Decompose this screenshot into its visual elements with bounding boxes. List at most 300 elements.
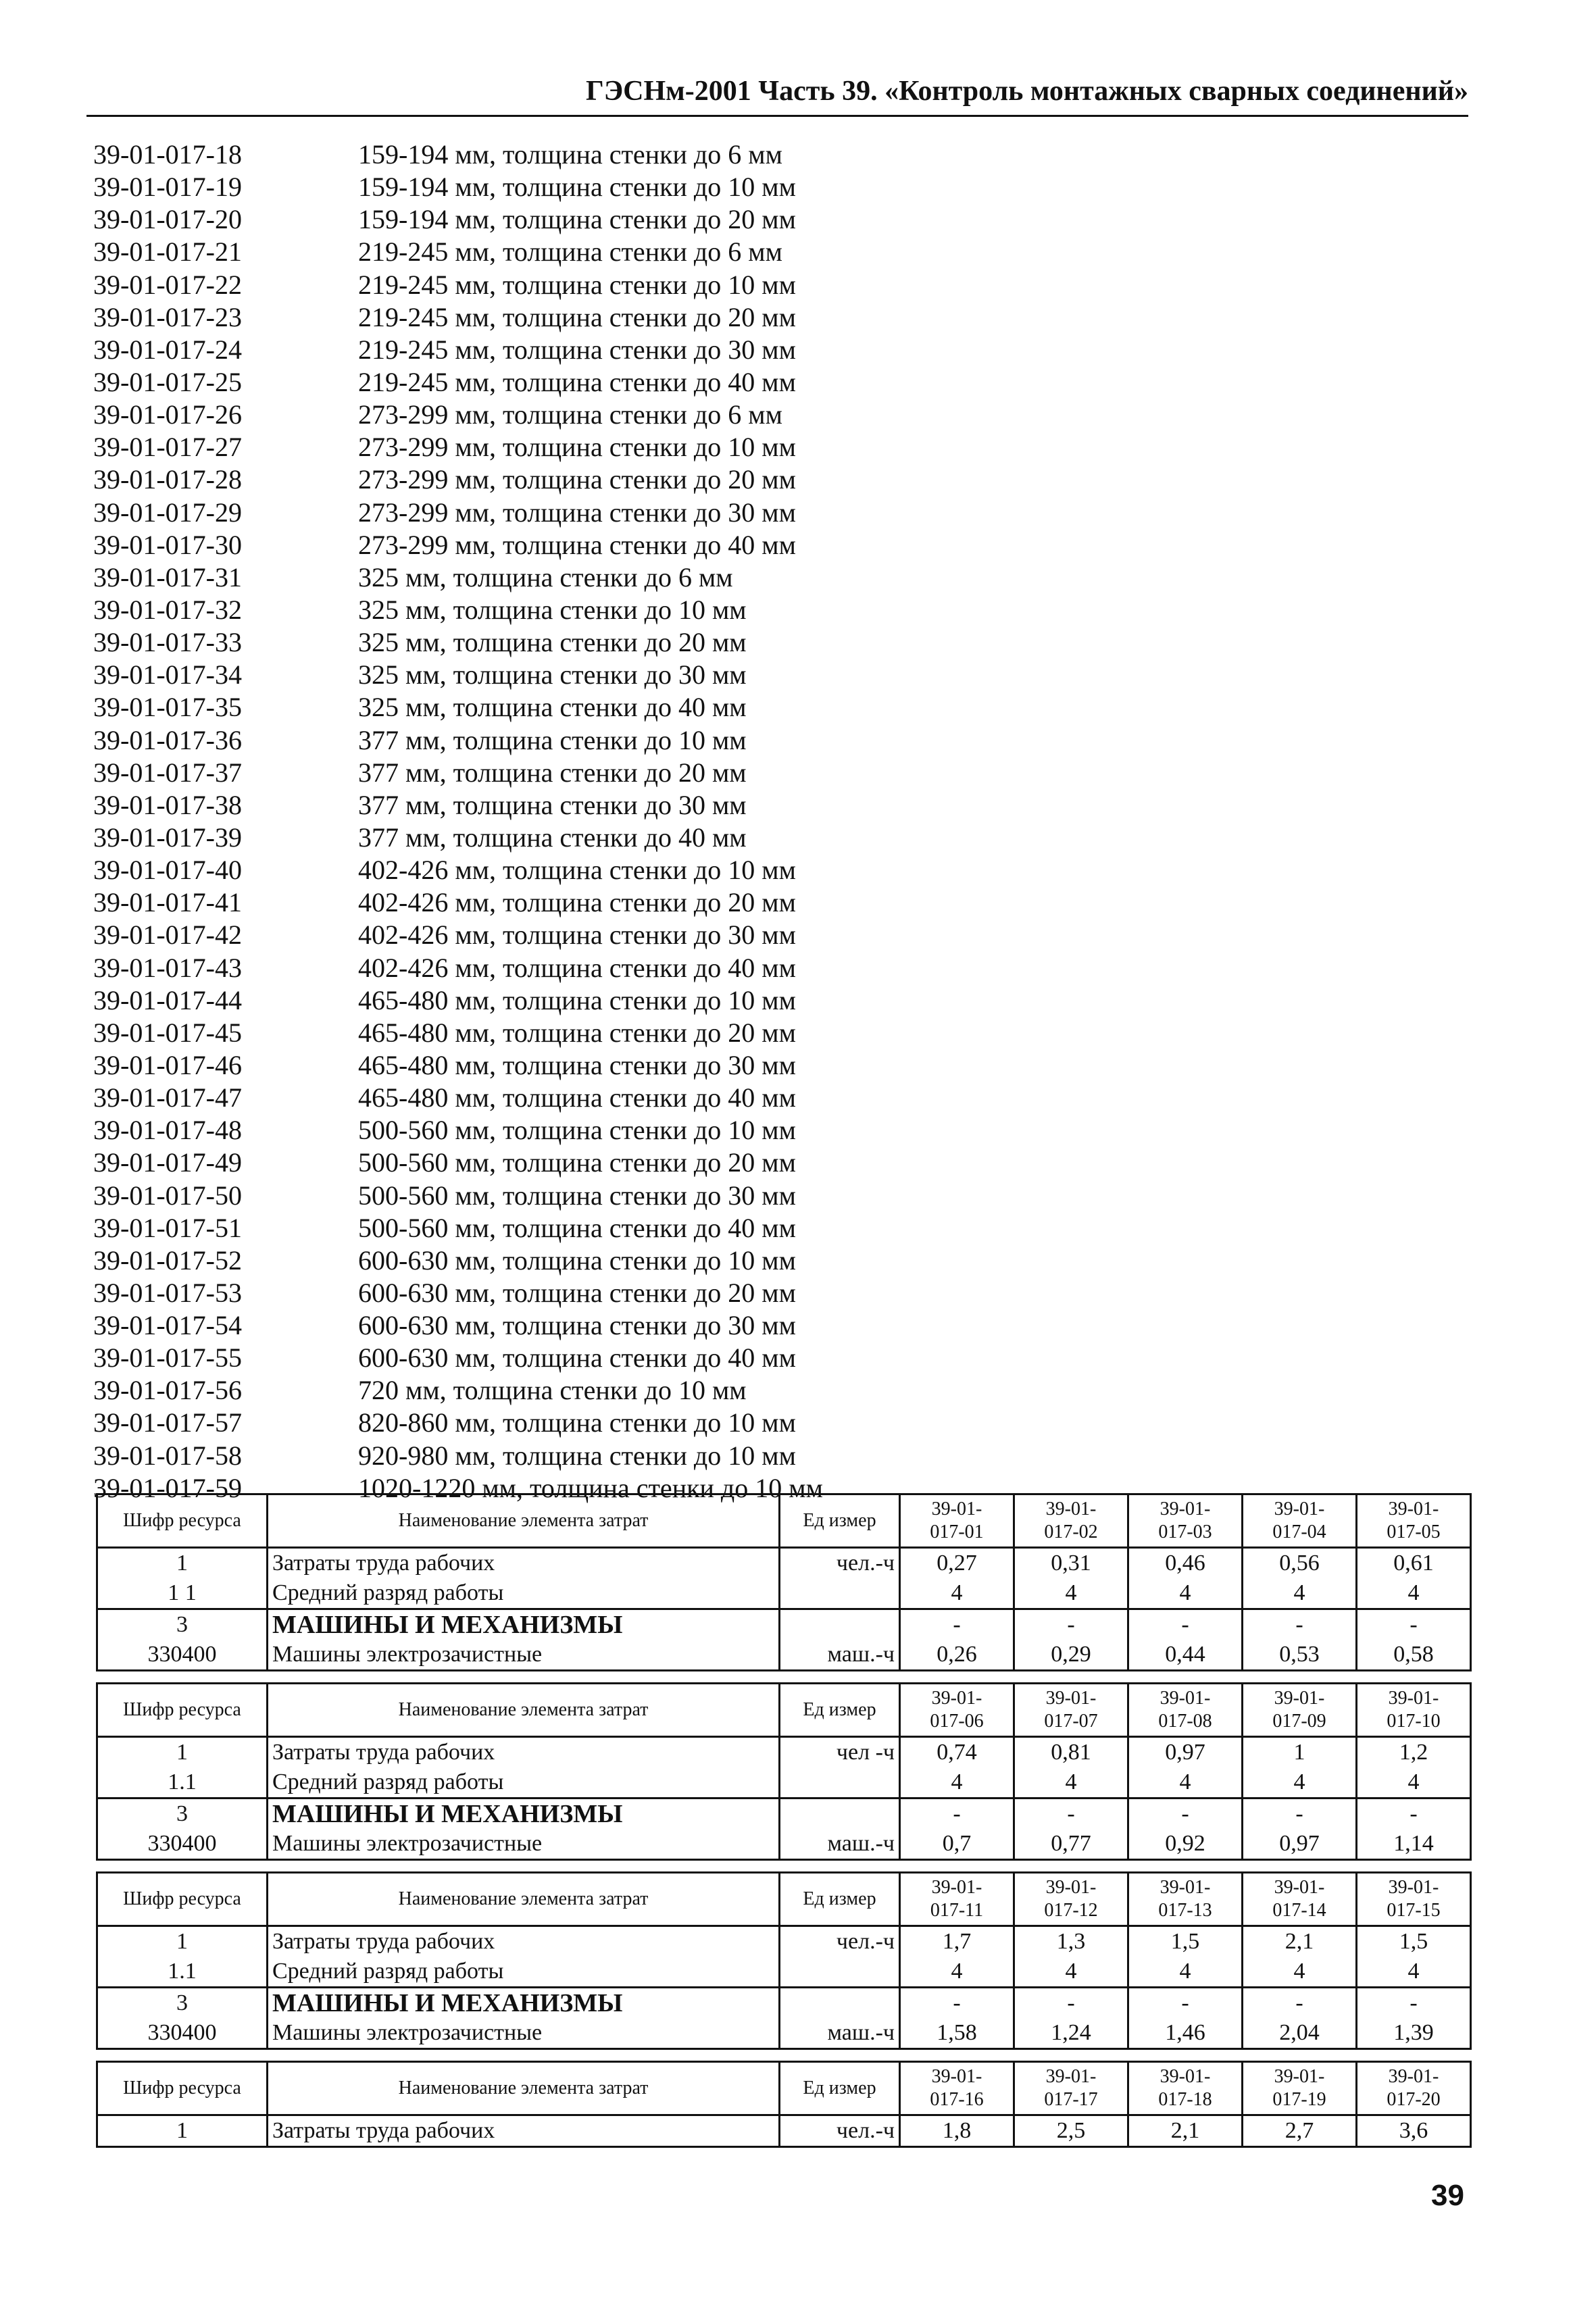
norm-code-part: 39-01- xyxy=(1388,1688,1439,1709)
unit: маш.-ч xyxy=(827,2020,895,2045)
norm-code-part: 017-02 xyxy=(1044,1521,1098,1542)
item-code: 39-01-017-58 xyxy=(93,1440,242,1471)
norm-code-part: 39-01- xyxy=(1388,1499,1439,1519)
resource-code: 3 xyxy=(176,1801,188,1826)
list-item xyxy=(93,724,1445,757)
header-norm-code xyxy=(1357,2062,1471,2115)
norm-code-part: 017-16 xyxy=(930,2089,984,2110)
item-description: 325 мм, толщина стенки до 20 мм xyxy=(358,627,747,658)
value-cell xyxy=(1128,2115,1243,2147)
value: 1,3 xyxy=(1056,1929,1086,1954)
item-description: 219-245 мм, толщина стенки до 6 мм xyxy=(358,236,782,268)
resource-code: 1 xyxy=(176,1929,188,1954)
value-cell xyxy=(1357,1609,1471,1671)
item-code: 39-01-017-57 xyxy=(93,1407,242,1438)
value: 0,92 xyxy=(1165,1831,1205,1856)
norm-code-part: 017-18 xyxy=(1158,2089,1212,2110)
item-description: 273-299 мм, толщина стенки до 30 мм xyxy=(358,497,796,528)
item-code: 39-01-017-54 xyxy=(93,1310,242,1341)
norm-code-part: 017-08 xyxy=(1158,1711,1212,1732)
norm-code-part: 017-12 xyxy=(1044,1900,1098,1921)
item-code: 39-01-017-18 xyxy=(93,139,242,170)
value: 0,81 xyxy=(1051,1740,1091,1765)
value: 0,56 xyxy=(1279,1551,1320,1576)
value: 1,5 xyxy=(1399,1929,1428,1954)
resource-code-cell xyxy=(97,1926,268,1988)
table-header-row xyxy=(97,1494,1471,1548)
value-cell xyxy=(1014,1737,1128,1799)
norm-code-part: 017-14 xyxy=(1272,1900,1326,1921)
item-code: 39-01-017-56 xyxy=(93,1375,242,1406)
value: 0,53 xyxy=(1279,1642,1320,1667)
header-unit: Ед измер xyxy=(780,1494,900,1548)
item-description: 600-630 мм, толщина стенки до 30 мм xyxy=(358,1310,796,1341)
header-norm-code xyxy=(1243,1873,1357,1926)
value: 0,77 xyxy=(1051,1831,1091,1856)
header-resource-code: Шифр ресурса xyxy=(97,2062,268,2115)
list-item xyxy=(93,1082,1445,1114)
norm-code-part: 39-01- xyxy=(1388,1877,1439,1898)
value-cell xyxy=(1357,1988,1471,2049)
element-name: Средний разряд работы xyxy=(272,1769,504,1794)
value-cell xyxy=(1128,1926,1243,1988)
value: - xyxy=(1067,1612,1075,1637)
list-item xyxy=(93,594,1445,626)
unit-cell xyxy=(780,1988,900,2049)
norm-code-part: 39-01- xyxy=(1159,1688,1211,1709)
item-description: 273-299 мм, толщина стенки до 40 мм xyxy=(358,529,796,560)
item-description: 325 мм, толщина стенки до 30 мм xyxy=(358,659,747,690)
header-element-name: Наименование элемента затрат xyxy=(268,1873,780,1926)
value-cell xyxy=(1243,2115,1357,2147)
item-description: 1020-1220 мм, толщина стенки до 10 мм xyxy=(358,1472,823,1503)
header-element-name: Наименование элемента затрат xyxy=(268,1684,780,1737)
table-row xyxy=(97,2115,1471,2147)
unit-cell xyxy=(780,1609,900,1671)
item-description: 159-194 мм, толщина стенки до 10 мм xyxy=(358,172,796,203)
list-item xyxy=(93,463,1445,496)
header-norm-code xyxy=(900,1684,1014,1737)
item-description: 273-299 мм, толщина стенки до 10 мм xyxy=(358,432,796,463)
norm-code-part: 017-04 xyxy=(1272,1521,1326,1542)
value-cell xyxy=(1243,1737,1357,1799)
list-item xyxy=(93,1309,1445,1342)
norm-code-part: 017-10 xyxy=(1387,1711,1441,1732)
page-number: 39 xyxy=(1431,2179,1464,2212)
element-name-cell xyxy=(268,1926,780,1988)
item-code: 39-01-017-28 xyxy=(93,464,242,495)
list-item xyxy=(93,1374,1445,1407)
norm-code-part: 017-17 xyxy=(1044,2089,1098,2110)
item-code: 39-01-017-37 xyxy=(93,757,242,788)
norm-code-part: 39-01- xyxy=(1045,1877,1097,1898)
element-name-cell xyxy=(268,1609,780,1671)
norm-code-part: 39-01- xyxy=(1274,1499,1325,1519)
item-code: 39-01-017-53 xyxy=(93,1277,242,1308)
item-code: 39-01-017-44 xyxy=(93,984,242,1015)
value-cell xyxy=(1357,1737,1471,1799)
unit xyxy=(784,1799,895,1829)
item-description: 600-630 мм, толщина стенки до 20 мм xyxy=(358,1277,796,1308)
value: 4 xyxy=(1065,1769,1077,1794)
item-code: 39-01-017-21 xyxy=(93,236,242,268)
value: - xyxy=(953,1612,961,1637)
value: - xyxy=(1295,1801,1303,1826)
norm-code-part: 017-13 xyxy=(1158,1900,1212,1921)
item-code: 39-01-017-43 xyxy=(93,952,242,983)
value: - xyxy=(1295,1990,1303,2015)
list-item xyxy=(93,691,1445,724)
element-name: Машины электрозачистные xyxy=(272,1642,543,1667)
norm-code-part: 39-01- xyxy=(931,1877,982,1898)
value-cell xyxy=(900,1988,1014,2049)
item-description: 402-426 мм, толщина стенки до 40 мм xyxy=(358,952,796,983)
list-item xyxy=(93,822,1445,854)
list-item xyxy=(93,203,1445,236)
element-name-cell xyxy=(268,1988,780,2049)
item-code: 39-01-017-41 xyxy=(93,887,242,918)
list-item xyxy=(93,1114,1445,1147)
item-description: 377 мм, толщина стенки до 40 мм xyxy=(358,822,747,853)
list-item xyxy=(93,854,1445,886)
resource-code-cell xyxy=(97,2115,268,2147)
item-code: 39-01-017-29 xyxy=(93,497,242,528)
item-code: 39-01-017-25 xyxy=(93,366,242,397)
table-row xyxy=(97,1737,1471,1799)
item-description: 377 мм, толщина стенки до 10 мм xyxy=(358,724,747,755)
item-description: 465-480 мм, толщина стенки до 10 мм xyxy=(358,984,796,1015)
value: 1,7 xyxy=(942,1929,972,1954)
unit: чел.-ч xyxy=(836,1929,895,1954)
element-name: Средний разряд работы xyxy=(272,1959,504,1984)
resource-code: 1 xyxy=(176,1740,188,1765)
item-description: 920-980 мм, толщина стенки до 10 мм xyxy=(358,1440,796,1471)
value: 1,2 xyxy=(1399,1740,1428,1765)
item-code: 39-01-017-45 xyxy=(93,1017,242,1048)
item-code: 39-01-017-24 xyxy=(93,334,242,365)
item-list xyxy=(93,139,1445,1505)
item-code: 39-01-017-39 xyxy=(93,822,242,853)
norm-code-part: 017-05 xyxy=(1387,1521,1441,1542)
value: - xyxy=(1410,1801,1418,1826)
unit-cell xyxy=(780,1926,900,1988)
item-description: 325 мм, толщина стенки до 40 мм xyxy=(358,692,747,723)
unit: маш.-ч xyxy=(827,1642,895,1667)
item-description: 159-194 мм, толщина стенки до 6 мм xyxy=(358,139,782,170)
value: 1,8 xyxy=(942,2118,972,2143)
resource-code: 1 xyxy=(176,1551,188,1576)
resource-code-cell xyxy=(97,1988,268,2049)
header-norm-code xyxy=(1357,1494,1471,1548)
list-item xyxy=(93,236,1445,268)
norm-code-part: 017-07 xyxy=(1044,1711,1098,1732)
item-description: 465-480 мм, толщина стенки до 40 мм xyxy=(358,1082,796,1113)
value: 2,1 xyxy=(1170,2118,1200,2143)
header-element-name: Наименование элемента затрат xyxy=(268,1494,780,1548)
list-item xyxy=(93,984,1445,1017)
item-code: 39-01-017-33 xyxy=(93,627,242,658)
resource-table xyxy=(96,1682,1472,1861)
norm-code-part: 39-01- xyxy=(1045,1499,1097,1519)
item-code: 39-01-017-26 xyxy=(93,399,242,430)
value-cell xyxy=(1357,1548,1471,1609)
item-code: 39-01-017-59 xyxy=(93,1472,242,1503)
item-description: 820-860 мм, толщина стенки до 10 мм xyxy=(358,1407,796,1438)
value: 4 xyxy=(1293,1769,1305,1794)
list-item xyxy=(93,1212,1445,1244)
norm-code-part: 39-01- xyxy=(1274,1877,1325,1898)
item-code: 39-01-017-35 xyxy=(93,692,242,723)
item-code: 39-01-017-42 xyxy=(93,920,242,951)
value: 3,6 xyxy=(1399,2118,1428,2143)
item-code: 39-01-017-51 xyxy=(93,1212,242,1243)
value-cell xyxy=(1014,1988,1128,2049)
value-cell xyxy=(900,1799,1014,1860)
value: 1,58 xyxy=(937,2020,977,2045)
norm-code-part: 39-01- xyxy=(1274,1688,1325,1709)
value-cell xyxy=(1128,1737,1243,1799)
value: - xyxy=(1410,1612,1418,1637)
value-cell xyxy=(1243,1988,1357,2049)
value-cell xyxy=(1128,1609,1243,1671)
value-cell xyxy=(900,1737,1014,1799)
norm-code-part: 39-01- xyxy=(931,1499,982,1519)
value: 0,97 xyxy=(1165,1740,1205,1765)
item-description: 600-630 мм, толщина стенки до 40 мм xyxy=(358,1342,796,1374)
resource-table xyxy=(96,1493,1472,1671)
item-description: 325 мм, толщина стенки до 6 мм xyxy=(358,561,733,593)
item-code: 39-01-017-32 xyxy=(93,594,242,625)
list-item xyxy=(93,301,1445,334)
list-item xyxy=(93,366,1445,399)
page-header: ГЭСНм-2001 Часть 39. «Контроль монтажных сварных соединений» xyxy=(585,76,1468,107)
unit: чел.-ч xyxy=(836,1551,895,1576)
item-code: 39-01-017-36 xyxy=(93,724,242,755)
item-description: 600-630 мм, толщина стенки до 10 мм xyxy=(358,1244,796,1276)
norm-code-part: 017-15 xyxy=(1387,1900,1441,1921)
value: 2,04 xyxy=(1279,2020,1320,2045)
value: - xyxy=(953,1990,961,2015)
element-name-cell xyxy=(268,1548,780,1609)
item-description: 500-560 мм, толщина стенки до 30 мм xyxy=(358,1180,796,1211)
resource-code: 1 xyxy=(176,2118,188,2143)
table-row xyxy=(97,1548,1471,1609)
item-description: 465-480 мм, толщина стенки до 30 мм xyxy=(358,1049,796,1080)
value: 0,46 xyxy=(1165,1551,1205,1576)
value: 4 xyxy=(1065,1959,1077,1984)
unit: чел -ч xyxy=(836,1740,895,1765)
value-cell xyxy=(900,2115,1014,2147)
item-description: 159-194 мм, толщина стенки до 20 мм xyxy=(358,204,796,235)
list-item xyxy=(93,919,1445,951)
list-item xyxy=(93,1440,1445,1472)
element-name: Средний разряд работы xyxy=(272,1580,504,1605)
item-code: 39-01-017-38 xyxy=(93,789,242,820)
item-code: 39-01-017-34 xyxy=(93,659,242,690)
value-cell xyxy=(1357,1799,1471,1860)
table-row xyxy=(97,1609,1471,1671)
value-cell xyxy=(1014,1548,1128,1609)
norm-code-part: 017-03 xyxy=(1158,1521,1212,1542)
element-name-cell xyxy=(268,1799,780,1860)
norm-code-part: 39-01- xyxy=(1388,2066,1439,2087)
header-norm-code xyxy=(1014,1494,1128,1548)
value: 4 xyxy=(1407,1580,1420,1605)
table-header-row xyxy=(97,1684,1471,1737)
header-norm-code xyxy=(1357,1684,1471,1737)
header-resource-code: Шифр ресурса xyxy=(97,1684,268,1737)
element-name: Затраты труда рабочих xyxy=(272,1551,495,1576)
item-description: 402-426 мм, толщина стенки до 10 мм xyxy=(358,855,796,886)
list-item xyxy=(93,626,1445,659)
value: 1,14 xyxy=(1393,1831,1434,1856)
item-description: 273-299 мм, толщина стенки до 6 мм xyxy=(358,399,782,430)
list-item xyxy=(93,171,1445,203)
item-description: 500-560 мм, толщина стенки до 20 мм xyxy=(358,1147,796,1178)
item-code: 39-01-017-55 xyxy=(93,1342,242,1374)
value: 2,7 xyxy=(1285,2118,1314,2143)
value: 1,39 xyxy=(1393,2020,1434,2045)
item-description: 219-245 мм, толщина стенки до 40 мм xyxy=(358,366,796,397)
value: 0,31 xyxy=(1051,1551,1091,1576)
list-item xyxy=(93,529,1445,561)
item-description: 273-299 мм, толщина стенки до 20 мм xyxy=(358,464,796,495)
list-item xyxy=(93,399,1445,431)
table-row xyxy=(97,1988,1471,2049)
value: 0,61 xyxy=(1393,1551,1434,1576)
norm-code-part: 39-01- xyxy=(1159,1499,1211,1519)
item-code: 39-01-017-49 xyxy=(93,1147,242,1178)
value: 4 xyxy=(1407,1959,1420,1984)
item-description: 219-245 мм, толщина стенки до 20 мм xyxy=(358,301,796,332)
item-code: 39-01-017-19 xyxy=(93,172,242,203)
header-unit: Ед измер xyxy=(780,1873,900,1926)
item-description: 377 мм, толщина стенки до 30 мм xyxy=(358,789,747,820)
value: 0,44 xyxy=(1165,1642,1205,1667)
norm-code-part: 017-01 xyxy=(930,1521,984,1542)
list-item xyxy=(93,1342,1445,1374)
value-cell xyxy=(1014,1799,1128,1860)
element-name: Затраты труда рабочих xyxy=(272,1929,495,1954)
value: - xyxy=(953,1801,961,1826)
value-cell xyxy=(1014,1926,1128,1988)
header-norm-code xyxy=(1014,1684,1128,1737)
resource-code: 330400 xyxy=(147,1831,217,1856)
norm-code-part: 39-01- xyxy=(1045,1688,1097,1709)
list-item xyxy=(93,561,1445,594)
item-description: 402-426 мм, толщина стенки до 20 мм xyxy=(358,887,796,918)
resource-code: 330400 xyxy=(147,2020,217,2045)
value-cell xyxy=(900,1926,1014,1988)
list-item xyxy=(93,1277,1445,1309)
header-norm-code xyxy=(1128,1873,1243,1926)
norm-code-part: 017-19 xyxy=(1272,2089,1326,2110)
header-norm-code xyxy=(1243,1494,1357,1548)
header-rule xyxy=(86,115,1468,117)
value-cell xyxy=(1357,2115,1471,2147)
value: - xyxy=(1181,1801,1189,1826)
value: 0,27 xyxy=(937,1551,977,1576)
list-item xyxy=(93,952,1445,984)
item-code: 39-01-017-46 xyxy=(93,1049,242,1080)
value: - xyxy=(1295,1612,1303,1637)
item-code: 39-01-017-23 xyxy=(93,301,242,332)
element-name: МАШИНЫ И МЕХАНИЗМЫ xyxy=(272,1800,623,1828)
item-code: 39-01-017-40 xyxy=(93,855,242,886)
item-description: 402-426 мм, толщина стенки до 30 мм xyxy=(358,920,796,951)
resource-code: 330400 xyxy=(147,1642,217,1667)
list-item xyxy=(93,757,1445,789)
norm-code-part: 017-09 xyxy=(1272,1711,1326,1732)
header-norm-code xyxy=(1128,1684,1243,1737)
header-norm-code xyxy=(1128,1494,1243,1548)
list-item xyxy=(93,1180,1445,1212)
header-element-name: Наименование элемента затрат xyxy=(268,2062,780,2115)
item-code: 39-01-017-27 xyxy=(93,432,242,463)
resource-code-cell xyxy=(97,1737,268,1799)
value: 0,7 xyxy=(942,1831,972,1856)
value-cell xyxy=(1128,1799,1243,1860)
item-description: 500-560 мм, толщина стенки до 40 мм xyxy=(358,1212,796,1243)
list-item xyxy=(93,139,1445,171)
item-code: 39-01-017-48 xyxy=(93,1115,242,1146)
value: 4 xyxy=(1065,1580,1077,1605)
element-name: МАШИНЫ И МЕХАНИЗМЫ xyxy=(272,1611,623,1639)
resource-code: 1.1 xyxy=(168,1959,197,1984)
value: 4 xyxy=(951,1959,963,1984)
list-item xyxy=(93,1049,1445,1082)
header-norm-code xyxy=(1014,2062,1128,2115)
table-row xyxy=(97,1926,1471,1988)
list-item xyxy=(93,1147,1445,1179)
value: 0,29 xyxy=(1051,1642,1091,1667)
value-cell xyxy=(1014,1609,1128,1671)
list-item xyxy=(93,886,1445,919)
resource-table xyxy=(96,2061,1472,2148)
value: - xyxy=(1067,1801,1075,1826)
list-item xyxy=(93,497,1445,529)
value: 4 xyxy=(1179,1959,1191,1984)
norm-code-part: 39-01- xyxy=(1045,2066,1097,2087)
unit: чел.-ч xyxy=(836,2118,895,2143)
value: 0,26 xyxy=(937,1642,977,1667)
resource-code-cell xyxy=(97,1609,268,1671)
value-cell xyxy=(1128,1548,1243,1609)
value: 4 xyxy=(1179,1769,1191,1794)
header-unit: Ед измер xyxy=(780,1684,900,1737)
value: 1,46 xyxy=(1165,2020,1205,2045)
table-row xyxy=(97,1799,1471,1860)
unit-cell xyxy=(780,2115,900,2147)
value: 1,24 xyxy=(1051,2020,1091,2045)
item-code: 39-01-017-22 xyxy=(93,269,242,300)
item-description: 377 мм, толщина стенки до 20 мм xyxy=(358,757,747,788)
list-item xyxy=(93,1017,1445,1049)
item-code: 39-01-017-52 xyxy=(93,1244,242,1276)
list-item xyxy=(93,789,1445,822)
header-resource-code: Шифр ресурса xyxy=(97,1494,268,1548)
value: 4 xyxy=(1407,1769,1420,1794)
resource-code: 1 1 xyxy=(168,1580,197,1605)
value-cell xyxy=(1014,2115,1128,2147)
value: 4 xyxy=(1293,1580,1305,1605)
header-norm-code xyxy=(1014,1873,1128,1926)
unit-cell xyxy=(780,1799,900,1860)
element-name: Затраты труда рабочих xyxy=(272,2118,495,2143)
resource-code: 3 xyxy=(176,1612,188,1637)
resource-code: 1.1 xyxy=(168,1769,197,1794)
item-description: 465-480 мм, толщина стенки до 20 мм xyxy=(358,1017,796,1048)
